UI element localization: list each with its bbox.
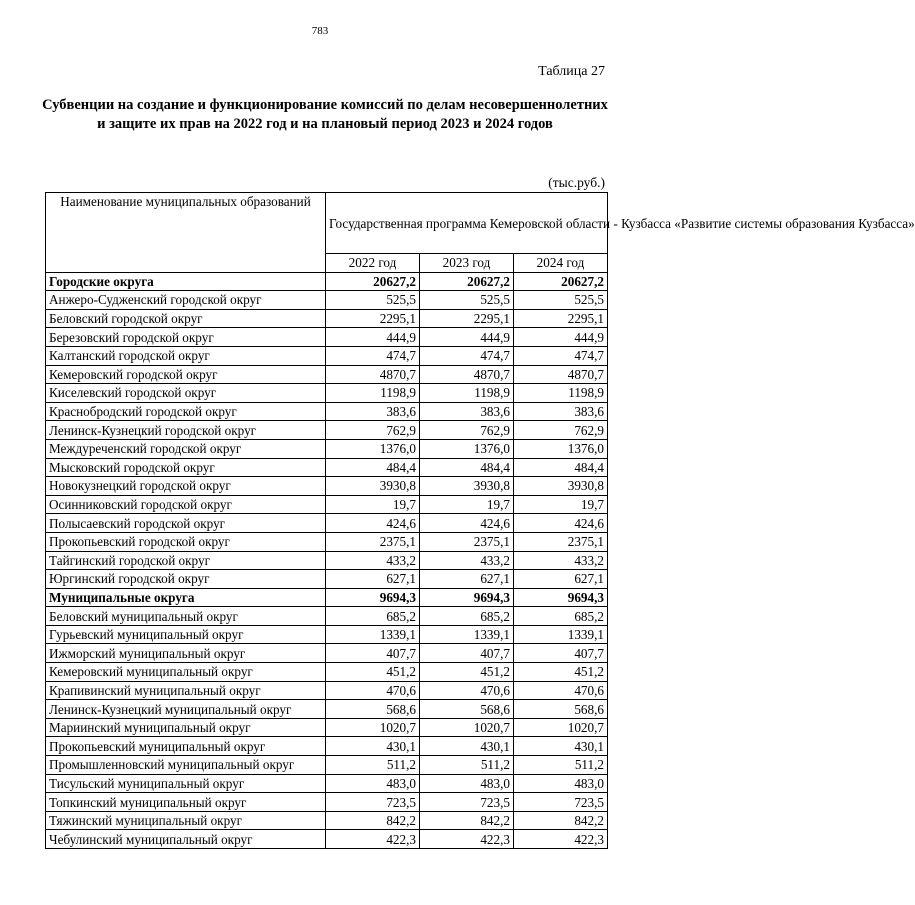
value-2024: 20627,2 — [514, 272, 608, 291]
value-2022: 4870,7 — [326, 365, 420, 384]
value-2024: 19,7 — [514, 495, 608, 514]
value-2023: 723,5 — [420, 793, 514, 812]
value-2024: 525,5 — [514, 291, 608, 310]
row-name: Осинниковский городской округ — [46, 495, 326, 514]
value-2024: 511,2 — [514, 756, 608, 775]
value-2023: 1376,0 — [420, 439, 514, 458]
row-name: Ижморский муниципальный округ — [46, 644, 326, 663]
value-2023: 2375,1 — [420, 532, 514, 551]
row-name: Муниципальные округа — [46, 588, 326, 607]
value-2024: 685,2 — [514, 607, 608, 626]
value-2022: 3930,8 — [326, 477, 420, 496]
header-year-2022: 2022 год — [326, 254, 420, 273]
table-row — [46, 346, 608, 365]
value-2023: 383,6 — [420, 402, 514, 421]
row-name: Тайгинский городской округ — [46, 551, 326, 570]
row-name: Междуреченский городской округ — [46, 439, 326, 458]
table-row — [46, 830, 608, 849]
value-2024: 474,7 — [514, 346, 608, 365]
value-2022: 685,2 — [326, 607, 420, 626]
value-2022: 20627,2 — [326, 272, 420, 291]
value-2022: 1020,7 — [326, 718, 420, 737]
value-2022: 19,7 — [326, 495, 420, 514]
table-body — [46, 272, 608, 848]
row-name: Чебулинский муниципальный округ — [46, 830, 326, 849]
table-row — [46, 477, 608, 496]
table-row — [46, 774, 608, 793]
value-2024: 444,9 — [514, 328, 608, 347]
table-row — [46, 551, 608, 570]
value-2024: 433,2 — [514, 551, 608, 570]
value-2024: 627,1 — [514, 570, 608, 589]
value-2022: 422,3 — [326, 830, 420, 849]
row-name: Киселевский городской округ — [46, 384, 326, 403]
row-name: Калтанский городской округ — [46, 346, 326, 365]
row-name: Беловский муниципальный округ — [46, 607, 326, 626]
table-row — [46, 384, 608, 403]
table-row — [46, 644, 608, 663]
value-2023: 407,7 — [420, 644, 514, 663]
value-2022: 444,9 — [326, 328, 420, 347]
row-name: Городские округа — [46, 272, 326, 291]
header-year-2023: 2023 год — [420, 254, 514, 273]
table-row — [46, 607, 608, 626]
value-2022: 383,6 — [326, 402, 420, 421]
row-name: Ленинск-Кузнецкий городской округ — [46, 421, 326, 440]
value-2023: 1198,9 — [420, 384, 514, 403]
header-year-2024: 2024 год — [514, 254, 608, 273]
value-2022: 2375,1 — [326, 532, 420, 551]
row-name: Мысковский городской округ — [46, 458, 326, 477]
row-name: Юргинский городской округ — [46, 570, 326, 589]
value-2022: 762,9 — [326, 421, 420, 440]
table-row — [46, 514, 608, 533]
value-2023: 430,1 — [420, 737, 514, 756]
value-2024: 1020,7 — [514, 718, 608, 737]
value-2024: 4870,7 — [514, 365, 608, 384]
value-2024: 2375,1 — [514, 532, 608, 551]
value-2024: 762,9 — [514, 421, 608, 440]
table-row — [46, 663, 608, 682]
table-row — [46, 309, 608, 328]
document-title — [40, 96, 610, 134]
value-2022: 9694,3 — [326, 588, 420, 607]
value-2022: 568,6 — [326, 700, 420, 719]
row-name: Новокузнецкий городской округ — [46, 477, 326, 496]
value-2023: 842,2 — [420, 811, 514, 830]
row-name: Тисульский муниципальный округ — [46, 774, 326, 793]
table-row — [46, 625, 608, 644]
table-row — [46, 365, 608, 384]
value-2024: 2295,1 — [514, 309, 608, 328]
value-2022: 1339,1 — [326, 625, 420, 644]
value-2023: 1020,7 — [420, 718, 514, 737]
value-2023: 433,2 — [420, 551, 514, 570]
row-name: Полысаевский городской округ — [46, 514, 326, 533]
value-2023: 470,6 — [420, 681, 514, 700]
table-row — [46, 718, 608, 737]
value-2022: 484,4 — [326, 458, 420, 477]
row-name: Тяжинский муниципальный округ — [46, 811, 326, 830]
table-row — [46, 681, 608, 700]
value-2022: 723,5 — [326, 793, 420, 812]
table-row — [46, 439, 608, 458]
table-row — [46, 495, 608, 514]
value-2023: 19,7 — [420, 495, 514, 514]
value-2023: 422,3 — [420, 830, 514, 849]
row-name: Крапивинский муниципальный округ — [46, 681, 326, 700]
table-group-row — [46, 588, 608, 607]
value-2023: 685,2 — [420, 607, 514, 626]
row-name: Кемеровский муниципальный округ — [46, 663, 326, 682]
value-2023: 483,0 — [420, 774, 514, 793]
value-2024: 422,3 — [514, 830, 608, 849]
table-row — [46, 570, 608, 589]
row-name: Прокопьевский муниципальный округ — [46, 737, 326, 756]
header-program: Государственная программа Кемеровской области - Кузбасса «Развитие системы образования Кузбасса» — [326, 193, 608, 254]
value-2024: 842,2 — [514, 811, 608, 830]
value-2023: 1339,1 — [420, 625, 514, 644]
value-2024: 1376,0 — [514, 439, 608, 458]
value-2024: 3930,8 — [514, 477, 608, 496]
units-note: (тыс.руб.) — [548, 175, 605, 190]
value-2022: 842,2 — [326, 811, 420, 830]
table-row — [46, 421, 608, 440]
table-row — [46, 532, 608, 551]
page-number: 783 — [311, 25, 329, 37]
row-name: Мариинский муниципальный округ — [46, 718, 326, 737]
value-2023: 9694,3 — [420, 588, 514, 607]
value-2024: 430,1 — [514, 737, 608, 756]
value-2024: 407,7 — [514, 644, 608, 663]
value-2023: 525,5 — [420, 291, 514, 310]
value-2022: 525,5 — [326, 291, 420, 310]
value-2023: 451,2 — [420, 663, 514, 682]
title-line-1: Субвенции на создание и функционирование комиссий по делам несовершеннолетних — [42, 97, 608, 113]
title-line-2: и защите их прав на 2022 год и на плановый период 2023 и 2024 годов — [97, 116, 553, 132]
value-2022: 511,2 — [326, 756, 420, 775]
value-2022: 451,2 — [326, 663, 420, 682]
value-2024: 723,5 — [514, 793, 608, 812]
table-row — [46, 811, 608, 830]
table-row — [46, 793, 608, 812]
value-2024: 383,6 — [514, 402, 608, 421]
value-2023: 424,6 — [420, 514, 514, 533]
value-2023: 20627,2 — [420, 272, 514, 291]
table-label: Таблица 27 — [538, 64, 605, 79]
value-2024: 483,0 — [514, 774, 608, 793]
value-2022: 470,6 — [326, 681, 420, 700]
row-name: Краснобродский городской округ — [46, 402, 326, 421]
table-row — [46, 756, 608, 775]
value-2022: 433,2 — [326, 551, 420, 570]
value-2022: 2295,1 — [326, 309, 420, 328]
value-2024: 424,6 — [514, 514, 608, 533]
table-group-row — [46, 272, 608, 291]
value-2024: 568,6 — [514, 700, 608, 719]
row-name: Ленинск-Кузнецкий муниципальный округ — [46, 700, 326, 719]
value-2024: 451,2 — [514, 663, 608, 682]
row-name: Березовский городской округ — [46, 328, 326, 347]
value-2022: 627,1 — [326, 570, 420, 589]
value-2023: 762,9 — [420, 421, 514, 440]
value-2022: 424,6 — [326, 514, 420, 533]
table-row — [46, 291, 608, 310]
value-2024: 1198,9 — [514, 384, 608, 403]
row-name: Гурьевский муниципальный округ — [46, 625, 326, 644]
table-row — [46, 328, 608, 347]
value-2024: 470,6 — [514, 681, 608, 700]
value-2022: 407,7 — [326, 644, 420, 663]
value-2024: 9694,3 — [514, 588, 608, 607]
value-2023: 511,2 — [420, 756, 514, 775]
value-2023: 4870,7 — [420, 365, 514, 384]
value-2023: 474,7 — [420, 346, 514, 365]
value-2024: 484,4 — [514, 458, 608, 477]
value-2022: 1198,9 — [326, 384, 420, 403]
table-row — [46, 458, 608, 477]
subsidy-table — [45, 192, 915, 849]
row-name: Прокопьевский городской округ — [46, 532, 326, 551]
value-2022: 1376,0 — [326, 439, 420, 458]
row-name: Промышленновский муниципальный округ — [46, 756, 326, 775]
row-name: Беловский городской округ — [46, 309, 326, 328]
table-row — [46, 737, 608, 756]
value-2023: 2295,1 — [420, 309, 514, 328]
header-name-column: Наименование муниципальных образований — [46, 193, 326, 273]
value-2022: 483,0 — [326, 774, 420, 793]
value-2022: 474,7 — [326, 346, 420, 365]
table-row — [46, 700, 608, 719]
value-2023: 568,6 — [420, 700, 514, 719]
value-2023: 627,1 — [420, 570, 514, 589]
row-name: Кемеровский городской округ — [46, 365, 326, 384]
value-2023: 3930,8 — [420, 477, 514, 496]
table-row — [46, 402, 608, 421]
row-name: Топкинский муниципальный округ — [46, 793, 326, 812]
value-2023: 444,9 — [420, 328, 514, 347]
row-name: Анжеро-Судженский городской округ — [46, 291, 326, 310]
value-2023: 484,4 — [420, 458, 514, 477]
value-2022: 430,1 — [326, 737, 420, 756]
value-2024: 1339,1 — [514, 625, 608, 644]
